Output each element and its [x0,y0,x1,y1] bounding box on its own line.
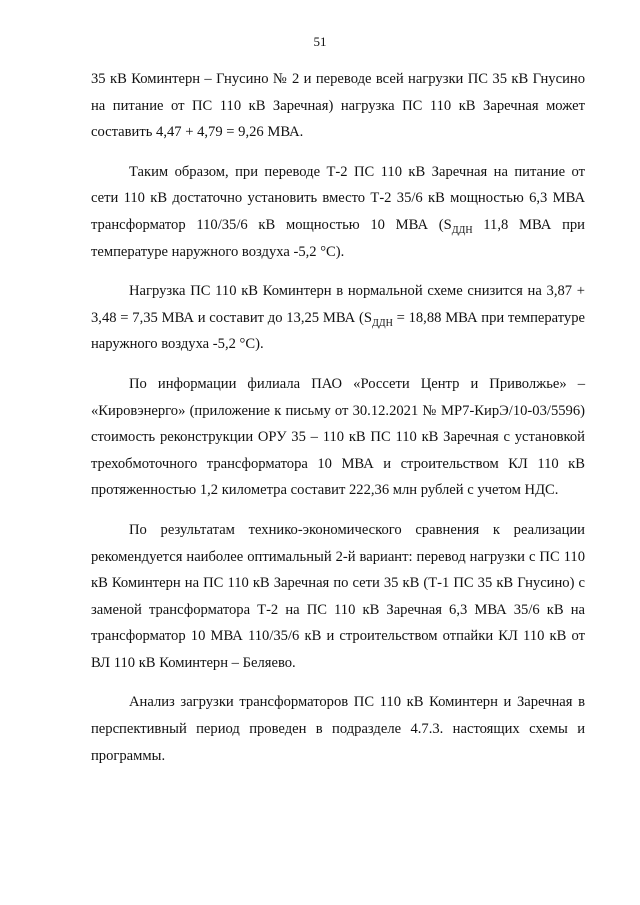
paragraph-3-text-b: = 18,88 МВА при температуре наружного воздуха -5,2 °С). [91,309,586,353]
paragraph-1: 35 кВ Коминтерн – Гнусино № 2 и переводе всей нагрузки ПС 35 кВ Гнусино на питание от ПС 110 кВ Заречная) нагрузка ПС 110 кВ Заречная может составить 4,47 + 4,79 = 9,26 МВА. [91,71,585,141]
page-number: 51 [313,34,327,49]
paragraph-2-text-b: 11,8 МВА при температуре наружного воздуха -5,2 °С). [91,216,585,260]
paragraph-2 [91,159,585,265]
paragraph-6: Анализ загрузки трансформаторов ПС 110 кВ Коминтерн и Заречная в перспективный период проведен в подразделе 4.7.3. настоящих схемы и программы. [91,694,585,764]
paragraph-3-text-a: Нагрузка ПС 110 кВ Коминтерн в нормальной схеме снизится на 3,87 + 3,48 = 7,35 МВА и составит до 13,25 МВА (S [91,283,585,326]
paragraph-5: По результатам технико-экономического сравнения к реализации рекомендуется наиболее оптимальный 2-й вариант: перевод нагрузки с ПС 110 кВ Коминтерн на ПС 110 кВ Заречная по сети 35 кВ (Т-1 ПС 35 кВ Гнусино) с заменой трансформатора Т-2 на ПС 110 кВ Заречная 6,3 МВА 35/6 кВ на трансформатор 10 МВА 110/35/6 кВ и строительством отпайки КЛ 110 кВ от ВЛ 110 кВ Коминтерн – Беляево. [91,521,585,671]
paragraph-4: По информации филиала ПАО «Россети Центр и Приволжье» – «Кировэнерго» (приложение к письму от 30.12.2021 № МР7-КирЭ/10-03/5596) стоимость реконструкции ОРУ 35 – 110 кВ ПС 110 кВ Заречная с установкой трехобмоточного трансформатора 10 МВА и строительством КЛ 110 кВ протяженностью 1,2 километра составит 222,36 млн рублей с учетом НДС. [91,375,585,499]
paragraph-3-subscript: ДДН [371,317,393,329]
document-body [91,66,585,782]
paragraph-2-subscript: ДДН [451,224,473,236]
paragraph-2-text-a: Таким образом, при переводе Т-2 ПС 110 кВ Заречная на питание от сети 110 кВ достаточно установить вместо Т-2 35/6 кВ мощностью 6,3 МВА трансформатор 110/35/6 кВ мощностью 10 МВА (S [91,163,585,233]
paragraph-3 [91,278,585,358]
